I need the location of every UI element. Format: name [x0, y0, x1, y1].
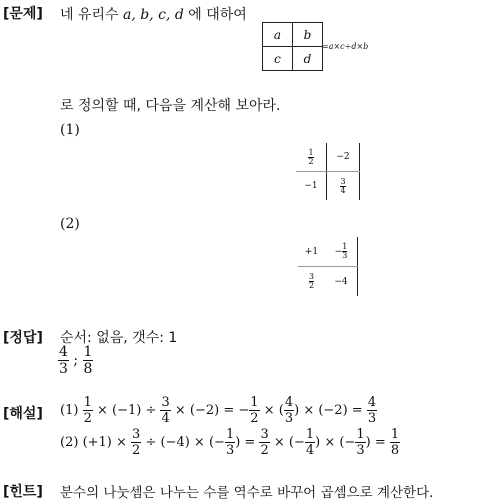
q2-cell-d: −4 — [325, 267, 358, 297]
intro-variables: a, b, c, d — [123, 7, 184, 23]
hint-label: [힌트] — [3, 484, 43, 500]
problem-intro — [60, 4, 247, 24]
answer-values — [58, 345, 93, 376]
problem-instruction: 로 정의할 때, 다음을 계산해 보아라. — [60, 98, 281, 114]
q1-cell-d: $\frac{3}{4}$ — [327, 172, 360, 201]
definition-formula: =a×c÷d×b — [322, 42, 369, 51]
hint-text: 분수의 나눗셈은 나누는 수를 역수로 바꾸어 곱셈으로 계산한다. — [60, 485, 434, 501]
question-1-grid — [296, 143, 360, 200]
q2-cell-a: +1 — [298, 237, 325, 267]
answer-label: [정답] — [3, 330, 43, 346]
definition-grid — [262, 22, 323, 71]
def-cell-b: b — [293, 23, 323, 47]
answer-2: $\frac{1}{8}$ — [83, 344, 93, 377]
answer-1: $\frac{4}{3}$ — [59, 344, 68, 377]
problem-label: [문제] — [3, 6, 43, 22]
q1-cell-a: $\frac{1}{2}$ — [296, 143, 327, 172]
intro-suffix: 에 대하여 — [188, 7, 247, 23]
question-2-grid — [298, 237, 358, 296]
solution-line-1: (1) $\frac{1}{2}$ × (−1) ÷ $\frac{3}{4}$ × (−2) = − $\frac{1}{2}$ × ( $\frac{4}{3}$ ) × (−2) = $\frac{4}{3}$ — [60, 395, 377, 426]
intro-prefix: 네 유리수 — [60, 7, 119, 23]
question-1-number: (1) — [60, 122, 80, 138]
solution-label: [해설] — [3, 406, 43, 422]
q1-cell-c: −1 — [296, 172, 327, 201]
solution-line-2: (2) (+1) × $\frac{3}{2}$ ÷ (−4) × (− $\frac{1}{3}$ ) = $\frac{3}{2}$ × (− $\frac{1}{4}$ ) × (− $\frac{1}{3}$ ) = $\frac{1}{8}$ — [60, 427, 400, 458]
answer-separator: ; — [73, 352, 79, 369]
question-2-number: (2) — [60, 216, 80, 232]
q1-cell-b: −2 — [327, 143, 360, 172]
def-cell-a: a — [263, 23, 293, 47]
answer-order-count: 순서: 없음, 갯수: 1 — [60, 330, 178, 346]
def-cell-d: d — [293, 47, 323, 71]
def-cell-c: c — [263, 47, 293, 71]
q2-cell-b: − $\frac{1}{3}$ — [325, 237, 358, 267]
q2-cell-c: $\frac{3}{2}$ — [308, 272, 315, 290]
